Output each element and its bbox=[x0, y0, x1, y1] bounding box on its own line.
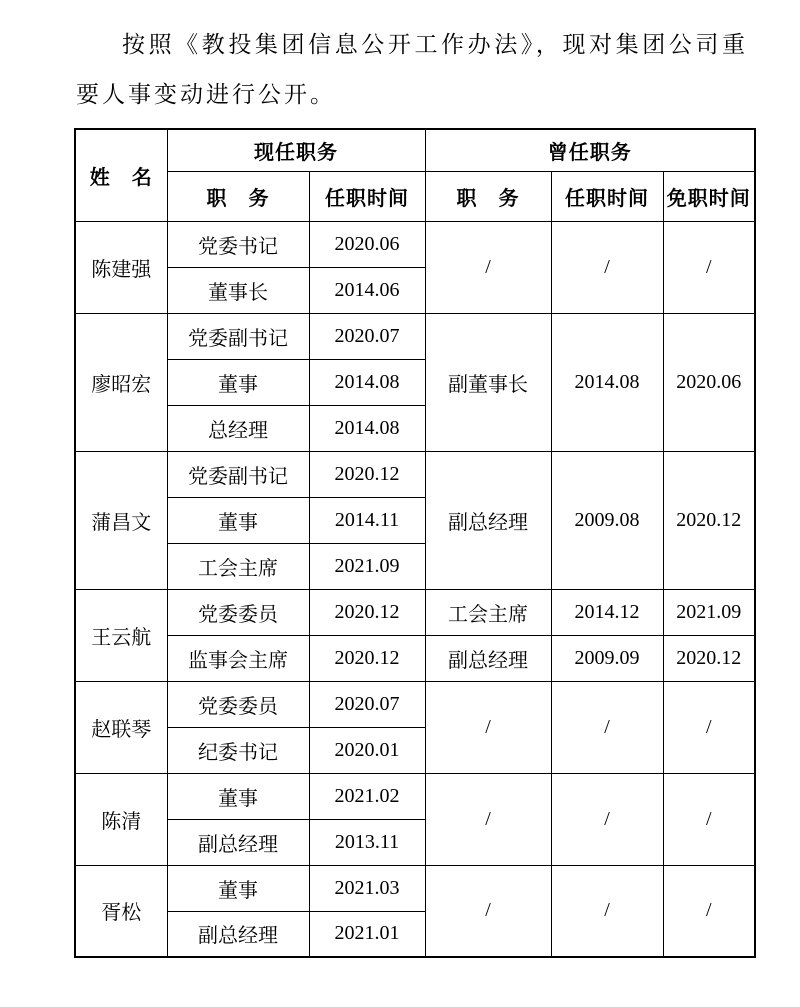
current-start-cell: 2014.11 bbox=[309, 497, 425, 543]
former-end-cell: 2020.12 bbox=[663, 635, 755, 681]
current-start-cell: 2020.12 bbox=[309, 589, 425, 635]
name-cell: 胥松 bbox=[75, 865, 167, 957]
current-title-cell: 工会主席 bbox=[167, 543, 309, 589]
current-title-cell: 党委副书记 bbox=[167, 451, 309, 497]
current-title-cell: 党委委员 bbox=[167, 589, 309, 635]
current-start-cell: 2020.12 bbox=[309, 451, 425, 497]
current-title-cell: 监事会主席 bbox=[167, 635, 309, 681]
current-title-cell: 党委委员 bbox=[167, 681, 309, 727]
former-start-cell: / bbox=[551, 681, 663, 773]
table-row bbox=[75, 773, 755, 819]
header-current-tenure: 任职时间 bbox=[309, 171, 425, 221]
current-title-cell: 董事长 bbox=[167, 267, 309, 313]
former-start-cell: 2009.08 bbox=[551, 451, 663, 589]
header-current-group: 现任职务 bbox=[167, 129, 425, 171]
current-start-cell: 2021.01 bbox=[309, 911, 425, 957]
former-start-cell: / bbox=[551, 865, 663, 957]
current-start-cell: 2014.06 bbox=[309, 267, 425, 313]
table-row bbox=[75, 865, 755, 911]
name-cell: 蒲昌文 bbox=[75, 451, 167, 589]
former-end-cell: / bbox=[663, 681, 755, 773]
table-row bbox=[75, 221, 755, 267]
former-title-cell: 副总经理 bbox=[425, 635, 551, 681]
former-title-cell: / bbox=[425, 865, 551, 957]
former-start-cell: 2009.09 bbox=[551, 635, 663, 681]
current-start-cell: 2020.06 bbox=[309, 221, 425, 267]
former-end-cell: / bbox=[663, 865, 755, 957]
current-title-cell: 党委书记 bbox=[167, 221, 309, 267]
former-title-cell: / bbox=[425, 681, 551, 773]
current-title-cell: 董事 bbox=[167, 865, 309, 911]
current-title-cell: 董事 bbox=[167, 773, 309, 819]
header-former-dismissal: 免职时间 bbox=[663, 171, 755, 221]
current-start-cell: 2021.02 bbox=[309, 773, 425, 819]
current-start-cell: 2020.07 bbox=[309, 681, 425, 727]
former-end-cell: 2020.12 bbox=[663, 451, 755, 589]
former-title-cell: / bbox=[425, 221, 551, 313]
table-header-row-columns bbox=[75, 171, 755, 221]
current-title-cell: 总经理 bbox=[167, 405, 309, 451]
current-start-cell: 2020.12 bbox=[309, 635, 425, 681]
current-title-cell: 副总经理 bbox=[167, 819, 309, 865]
current-start-cell: 2014.08 bbox=[309, 405, 425, 451]
name-cell: 赵联琴 bbox=[75, 681, 167, 773]
name-cell: 陈建强 bbox=[75, 221, 167, 313]
header-former-group: 曾任职务 bbox=[425, 129, 755, 171]
former-end-cell: 2020.06 bbox=[663, 313, 755, 451]
table-header-row-groups bbox=[75, 129, 755, 171]
current-title-cell: 董事 bbox=[167, 497, 309, 543]
former-title-cell: 副总经理 bbox=[425, 451, 551, 589]
header-former-tenure: 任职时间 bbox=[551, 171, 663, 221]
table-row bbox=[75, 635, 755, 681]
name-cell: 陈清 bbox=[75, 773, 167, 865]
current-start-cell: 2013.11 bbox=[309, 819, 425, 865]
current-start-cell: 2020.07 bbox=[309, 313, 425, 359]
current-start-cell: 2021.03 bbox=[309, 865, 425, 911]
former-title-cell: 副董事长 bbox=[425, 313, 551, 451]
document-page bbox=[0, 20, 800, 1007]
former-end-cell: 2021.09 bbox=[663, 589, 755, 635]
current-title-cell: 董事 bbox=[167, 359, 309, 405]
current-start-cell: 2020.01 bbox=[309, 727, 425, 773]
former-start-cell: / bbox=[551, 221, 663, 313]
current-title-cell: 副总经理 bbox=[167, 911, 309, 957]
personnel-table bbox=[74, 128, 756, 958]
former-title-cell: 工会主席 bbox=[425, 589, 551, 635]
table-row bbox=[75, 589, 755, 635]
table-row bbox=[75, 451, 755, 497]
intro-paragraph: 按照《教投集团信息公开工作办法》，现对集团公司重要人事变动进行公开。 bbox=[76, 32, 748, 107]
name-cell: 王云航 bbox=[75, 589, 167, 681]
table-row bbox=[75, 313, 755, 359]
table-row bbox=[75, 681, 755, 727]
former-start-cell: 2014.12 bbox=[551, 589, 663, 635]
former-start-cell: / bbox=[551, 773, 663, 865]
name-cell: 廖昭宏 bbox=[75, 313, 167, 451]
former-end-cell: / bbox=[663, 773, 755, 865]
header-name: 姓 名 bbox=[75, 129, 167, 221]
former-start-cell: 2014.08 bbox=[551, 313, 663, 451]
former-title-cell: / bbox=[425, 773, 551, 865]
header-former-position: 职 务 bbox=[425, 171, 551, 221]
header-current-position: 职 务 bbox=[167, 171, 309, 221]
former-end-cell: / bbox=[663, 221, 755, 313]
current-start-cell: 2021.09 bbox=[309, 543, 425, 589]
current-title-cell: 党委副书记 bbox=[167, 313, 309, 359]
current-title-cell: 纪委书记 bbox=[167, 727, 309, 773]
current-start-cell: 2014.08 bbox=[309, 359, 425, 405]
